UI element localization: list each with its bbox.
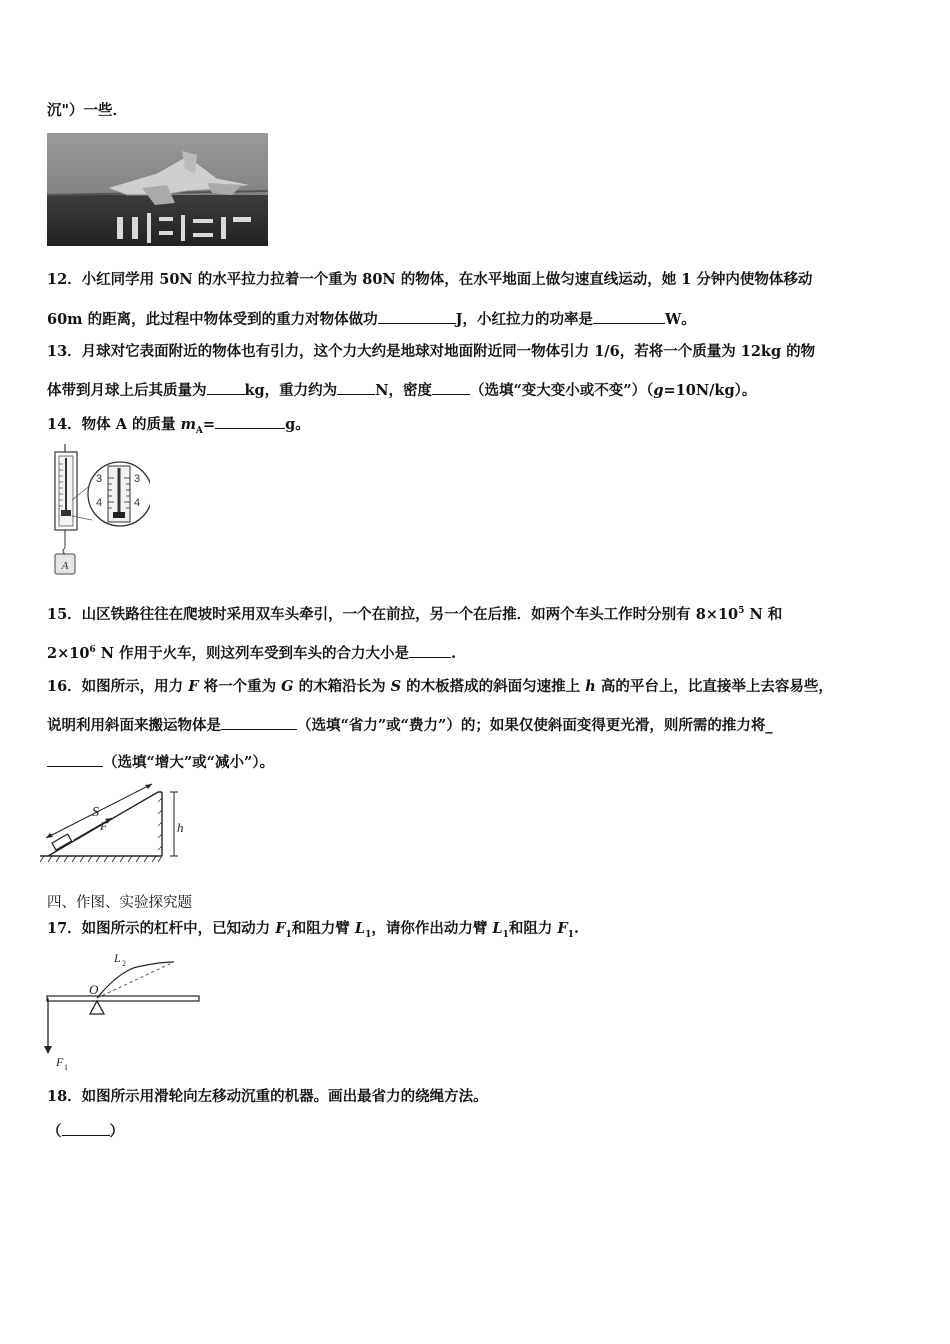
q16-force-change-blank[interactable] bbox=[47, 752, 103, 767]
q16-line-1-d: 的木板搭成的斜面匀速推上 bbox=[401, 678, 586, 695]
q13-line-2-c: N，密度 bbox=[375, 382, 432, 399]
q18-answer-close: ） bbox=[109, 1123, 124, 1140]
q16-F-symbol: F bbox=[188, 678, 199, 695]
q17-F-sub: 1 bbox=[285, 929, 292, 940]
q17-L-sub: 1 bbox=[365, 929, 372, 940]
q14-m-symbol: m bbox=[180, 416, 196, 433]
q16-line-1-c: 的木箱沿长为 bbox=[293, 678, 391, 695]
section-4-heading bbox=[47, 893, 920, 913]
spring-scale-figure bbox=[50, 444, 150, 579]
q12-line-2-a: 60m 的距离，此过程中物体受到的重力对物体做功 bbox=[47, 311, 378, 328]
incline-h-label: h bbox=[177, 820, 184, 835]
q14-m-sub: A bbox=[195, 425, 203, 436]
q16-line-3-b: （选填“增大”或“减小”）。 bbox=[103, 754, 275, 771]
q16-line-3 bbox=[47, 752, 920, 773]
q14-text-b: = bbox=[202, 416, 216, 433]
q17-text-d: 和阻力 bbox=[508, 920, 558, 937]
q16-line-1-a: 16．如图所示，用力 bbox=[47, 678, 189, 695]
q18-answer-open: （ bbox=[47, 1123, 62, 1140]
q14-text-a: 14．物体 A 的质量 bbox=[47, 416, 181, 433]
q17-text-e: . bbox=[573, 920, 580, 937]
q13-gravity-blank[interactable] bbox=[337, 380, 375, 395]
top-fragment bbox=[47, 101, 920, 121]
q16-S-symbol: S bbox=[390, 678, 402, 695]
q13-line-2-b: kg，重力约为 bbox=[244, 382, 338, 399]
scale-tick-4-left: 4 bbox=[96, 497, 103, 509]
q17-F-symbol: F bbox=[275, 920, 286, 937]
q16-line-2 bbox=[47, 715, 920, 736]
q15-line-1-b: N 和 bbox=[744, 606, 783, 623]
q16-line-1 bbox=[47, 677, 920, 697]
q15-line-1-a: 15．山区铁路往往在爬坡时采用双车头牵引，一个在前拉，另一个在后推．如两个车头工作时分别有 8×10 bbox=[47, 606, 739, 623]
q13-line-2 bbox=[47, 380, 920, 401]
q16-line-1-e: 高的平台上，比直接举上去容易些， bbox=[595, 678, 833, 695]
lever-O-label: O bbox=[89, 982, 99, 997]
top-fragment-text: 沉"）一些． bbox=[47, 102, 128, 119]
q17-text-c: ，请你作出动力臂 bbox=[371, 920, 493, 937]
q13-line-2-a: 体带到月球上后其质量为 bbox=[47, 382, 207, 399]
q14-text-c: g。 bbox=[285, 416, 310, 433]
q16-type-blank[interactable] bbox=[221, 715, 297, 730]
q18-answer-line bbox=[47, 1121, 920, 1142]
q12-power-blank[interactable] bbox=[593, 309, 665, 324]
lever-figure bbox=[42, 948, 207, 1073]
q16-G-symbol: G bbox=[281, 678, 294, 695]
lever-F-sub: 1 bbox=[64, 1063, 68, 1072]
q15-line-2-sup: 6 bbox=[89, 645, 96, 656]
q14-mass-blank[interactable] bbox=[215, 414, 285, 429]
q12-line-2-b: J，小红拉力的功率是 bbox=[455, 311, 593, 328]
incline-S-label: S bbox=[92, 805, 99, 820]
q18-answer-blank[interactable] bbox=[62, 1121, 110, 1136]
q15-line-2-c: . bbox=[451, 645, 457, 662]
q13-line-1 bbox=[47, 342, 920, 362]
q15-line-2 bbox=[47, 643, 920, 664]
scale-tick-4-right: 4 bbox=[134, 497, 141, 509]
q12-line-2 bbox=[47, 309, 920, 330]
q17-L-symbol: L bbox=[354, 920, 366, 937]
q17-F2-symbol: F bbox=[557, 920, 568, 937]
q17-text-a: 17．如图所示的杠杆中，已知动力 bbox=[47, 920, 276, 937]
q13-line-2-e: =10N/kg）。 bbox=[663, 382, 757, 399]
q13-density-blank[interactable] bbox=[432, 380, 470, 395]
q18-text: 18．如图所示用滑轮向左移动沉重的机器。画出最省力的绕绳方法。 bbox=[47, 1088, 488, 1105]
aircraft-carrier-photo bbox=[47, 133, 268, 246]
q15-force-blank[interactable] bbox=[409, 643, 451, 658]
q17-line bbox=[47, 919, 920, 939]
lever-L-sub: 2 bbox=[122, 959, 126, 968]
q12-line-2-c: W。 bbox=[664, 311, 696, 328]
q17-L2-sub: 1 bbox=[502, 929, 509, 940]
q12-line-1 bbox=[47, 270, 920, 290]
q15-line-1-sup: 5 bbox=[738, 606, 745, 617]
lever-L-label: L bbox=[114, 951, 121, 965]
q15-line-2-b: N 作用于火车，则这列车受到车头的合力大小是 bbox=[95, 645, 410, 662]
q13-mass-blank[interactable] bbox=[207, 380, 245, 395]
lever-F-label: F bbox=[56, 1055, 64, 1069]
incline-F-label: F bbox=[100, 819, 108, 833]
q16-line-1-b: 将一个重为 bbox=[198, 678, 282, 695]
q16-line-2-b: （选填“省力”或“费力”）的；如果仅使斜面变得更光滑，则所需的推力将_ bbox=[297, 717, 773, 734]
q15-line-2-a: 2×10 bbox=[47, 645, 90, 662]
weight-block-label: A bbox=[61, 560, 69, 572]
incline-figure bbox=[40, 780, 190, 865]
q17-F2-sub: 1 bbox=[567, 929, 574, 940]
scale-tick-3-left: 3 bbox=[96, 473, 103, 485]
section-4-title: 四、作图、实验探究题 bbox=[47, 895, 192, 911]
q12-work-blank[interactable] bbox=[378, 309, 456, 324]
q13-line-2-d: （选填“变大变小或不变”）（ bbox=[469, 382, 654, 399]
q16-line-2-a: 说明利用斜面来搬运物体是 bbox=[47, 717, 221, 734]
q12-line-1-text: 12．小红同学用 50N 的水平拉力拉着一个重为 80N 的物体，在水平地面上做匀速直线运动，她 1 分钟内使物体移动 bbox=[47, 271, 813, 288]
q17-text-b: 和阻力臂 bbox=[291, 920, 355, 937]
q13-line-1-text: 13．月球对它表面附近的物体也有引力，这个力大约是地球对地面附近同一物体引力 1/6，若将一个质量为 12kg 的物 bbox=[47, 343, 816, 360]
q14-line bbox=[47, 414, 920, 435]
q18-line bbox=[47, 1087, 920, 1107]
q17-L2-symbol: L bbox=[492, 920, 503, 937]
q16-h-symbol: h bbox=[585, 678, 596, 695]
q13-g-symbol: g bbox=[653, 382, 664, 399]
q15-line-1 bbox=[47, 605, 920, 625]
scale-tick-3-right: 3 bbox=[134, 473, 141, 485]
